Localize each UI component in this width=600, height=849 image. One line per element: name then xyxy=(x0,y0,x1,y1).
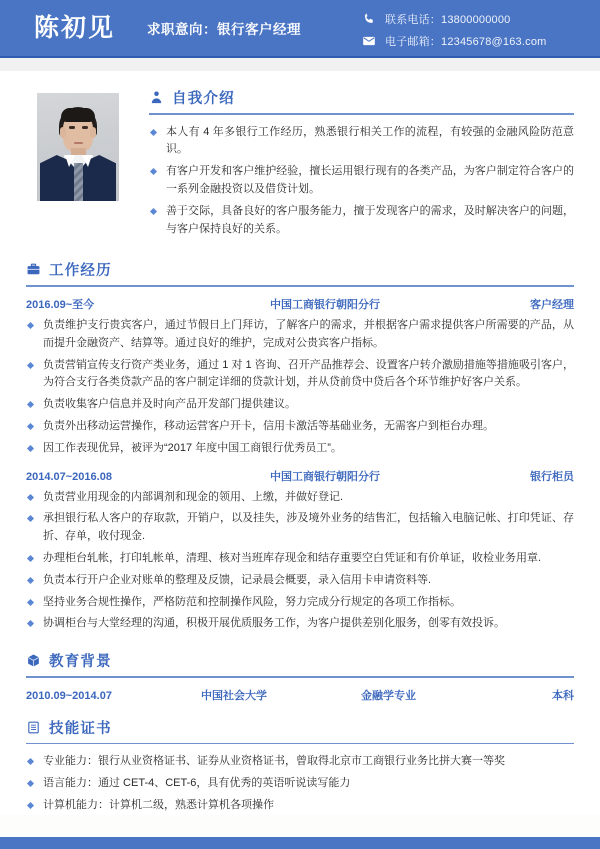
skills-list xyxy=(26,753,574,814)
job-organization: 中国工商银行朝阳分行 xyxy=(270,470,380,483)
list-item: 有客户开发和客户维护经验，擅长运用银行现有的各类产品，为客户制定符合客户的一系列金融投资以及借贷计划。 xyxy=(149,163,574,199)
work-section xyxy=(26,259,574,633)
contact-block xyxy=(362,11,547,49)
contact-email xyxy=(362,33,547,49)
resume-header xyxy=(0,0,600,58)
education-degree: 本科 xyxy=(552,689,574,702)
self-intro-heading xyxy=(149,87,574,113)
skills-heading xyxy=(26,717,574,743)
contact-phone xyxy=(362,11,547,27)
self-intro-rule xyxy=(149,113,574,115)
education-date: 2010.09~2014.07 xyxy=(26,689,112,702)
candidate-name: 陈初见 xyxy=(34,13,116,42)
job-role: 银行柜员 xyxy=(530,470,574,483)
contact-phone-text: 联系电话：13800000000 xyxy=(385,14,511,26)
list-item: 因工作表现优异，被评为“2017 年度中国工商银行优秀员工”。 xyxy=(26,440,574,458)
job-date: 2014.07~2016.08 xyxy=(26,470,112,483)
list-item: 计算机能力：计算机二级，熟悉计算机各项操作 xyxy=(26,797,574,815)
list-item: 专业能力：银行从业资格证书、证券从业资格证书，曾取得北京市工商银行业务比拼大赛一等奖 xyxy=(26,753,574,771)
skills-title: 技能证书 xyxy=(49,720,112,737)
job-objective: 求职意向：银行客户经理 xyxy=(147,22,302,37)
self-intro-section xyxy=(149,87,574,242)
education-rule xyxy=(26,676,574,678)
job-duties-list xyxy=(26,317,574,458)
briefcase-icon xyxy=(26,262,41,277)
job-entry xyxy=(26,296,574,458)
footer-bar xyxy=(0,837,600,849)
education-school: 中国社会大学 xyxy=(201,689,267,702)
list-item: 本人有 4 年多银行工作经历，熟悉银行相关工作的流程，有较强的金融风险防范意识。 xyxy=(149,124,574,160)
job-organization: 中国工商银行朝阳分行 xyxy=(270,298,380,311)
education-heading xyxy=(26,650,574,676)
skills-rule xyxy=(26,743,574,745)
job-entry xyxy=(26,468,574,634)
work-title: 工作经历 xyxy=(49,263,112,280)
list-item: 负责营业用现金的内部调剂和现金的领用、上缴，并做好登记. xyxy=(26,489,574,507)
self-intro-list xyxy=(149,124,574,239)
list-item: 负责营销宣传支行资产类业务，通过 1 对 1 咨询、召开产品推荐会、设置客户转介激励措施等措施吸引客户，为符合支行各类贷款产品的客户制定详细的贷款计划，并从贷前贷中贷后各个环节维护好客户关系。 xyxy=(26,357,574,393)
education-row xyxy=(26,687,574,703)
job-date: 2016.09~至今 xyxy=(26,298,95,311)
candidate-photo xyxy=(37,93,119,201)
contact-email-text: 电子邮箱：12345678@163.com xyxy=(385,36,547,48)
skills-section xyxy=(26,717,574,815)
education-major: 金融学专业 xyxy=(361,689,416,702)
list-item: 协调柜台与大堂经理的沟通，积极开展优质服务工作，为客户提供差别化服务，创零有效投诉。 xyxy=(26,615,574,633)
resume-content xyxy=(0,71,600,815)
phone-icon xyxy=(362,12,376,26)
job-duties-list xyxy=(26,489,574,634)
intro-block xyxy=(26,87,574,242)
list-item: 负责维护支行贵宾客户，通过节假日上门拜访，了解客户的需求，并根据客户需求提供客户所需要的产品，从而提升金融资产、结算等。通过良好的维护，完成对公贵宾客户指标。 xyxy=(26,317,574,353)
list-item: 负责本行开户企业对账单的整理及反馈，记录晨会概要，录入信用卡申请资料等. xyxy=(26,572,574,590)
work-rule xyxy=(26,285,574,287)
list-item: 语言能力：通过 CET-4、CET-6，具有优秀的英语听说读写能力 xyxy=(26,775,574,793)
header-gap xyxy=(0,58,600,71)
list-item: 坚持业务合规性操作，严格防范和控制操作风险，努力完成分行规定的各项工作指标。 xyxy=(26,594,574,612)
list-item: 承担银行私人客户的存取款，开销户，以及挂失，涉及境外业务的结售汇，包括输入电脑记帐、打印凭证、存折、存单，收付现金. xyxy=(26,510,574,546)
education-title: 教育背景 xyxy=(49,654,112,671)
envelope-icon xyxy=(362,34,376,48)
job-role: 客户经理 xyxy=(530,298,574,311)
job-meta-row xyxy=(26,468,574,484)
list-item: 负责外出移动运营操作，移动运营客户开卡，信用卡激活等基础业务，无需客户到柜台办理。 xyxy=(26,418,574,436)
education-section xyxy=(26,650,574,703)
list-item: 负责收集客户信息并及时向产品开发部门提供建议。 xyxy=(26,396,574,414)
job-meta-row xyxy=(26,296,574,312)
list-item: 善于交际，具备良好的客户服务能力，擅于发现客户的需求，及时解决客户的问题，与客户保持良好的关系。 xyxy=(149,203,574,239)
work-heading xyxy=(26,259,574,285)
person-icon xyxy=(149,90,164,105)
self-intro-title: 自我介绍 xyxy=(172,91,235,107)
cube-icon xyxy=(26,653,41,668)
clipboard-icon xyxy=(26,720,41,735)
list-item: 办理柜台轧帐，打印轧帐单，清理、核对当班库存现金和结存重要空白凭证和有价单证，收检业务用章. xyxy=(26,550,574,568)
